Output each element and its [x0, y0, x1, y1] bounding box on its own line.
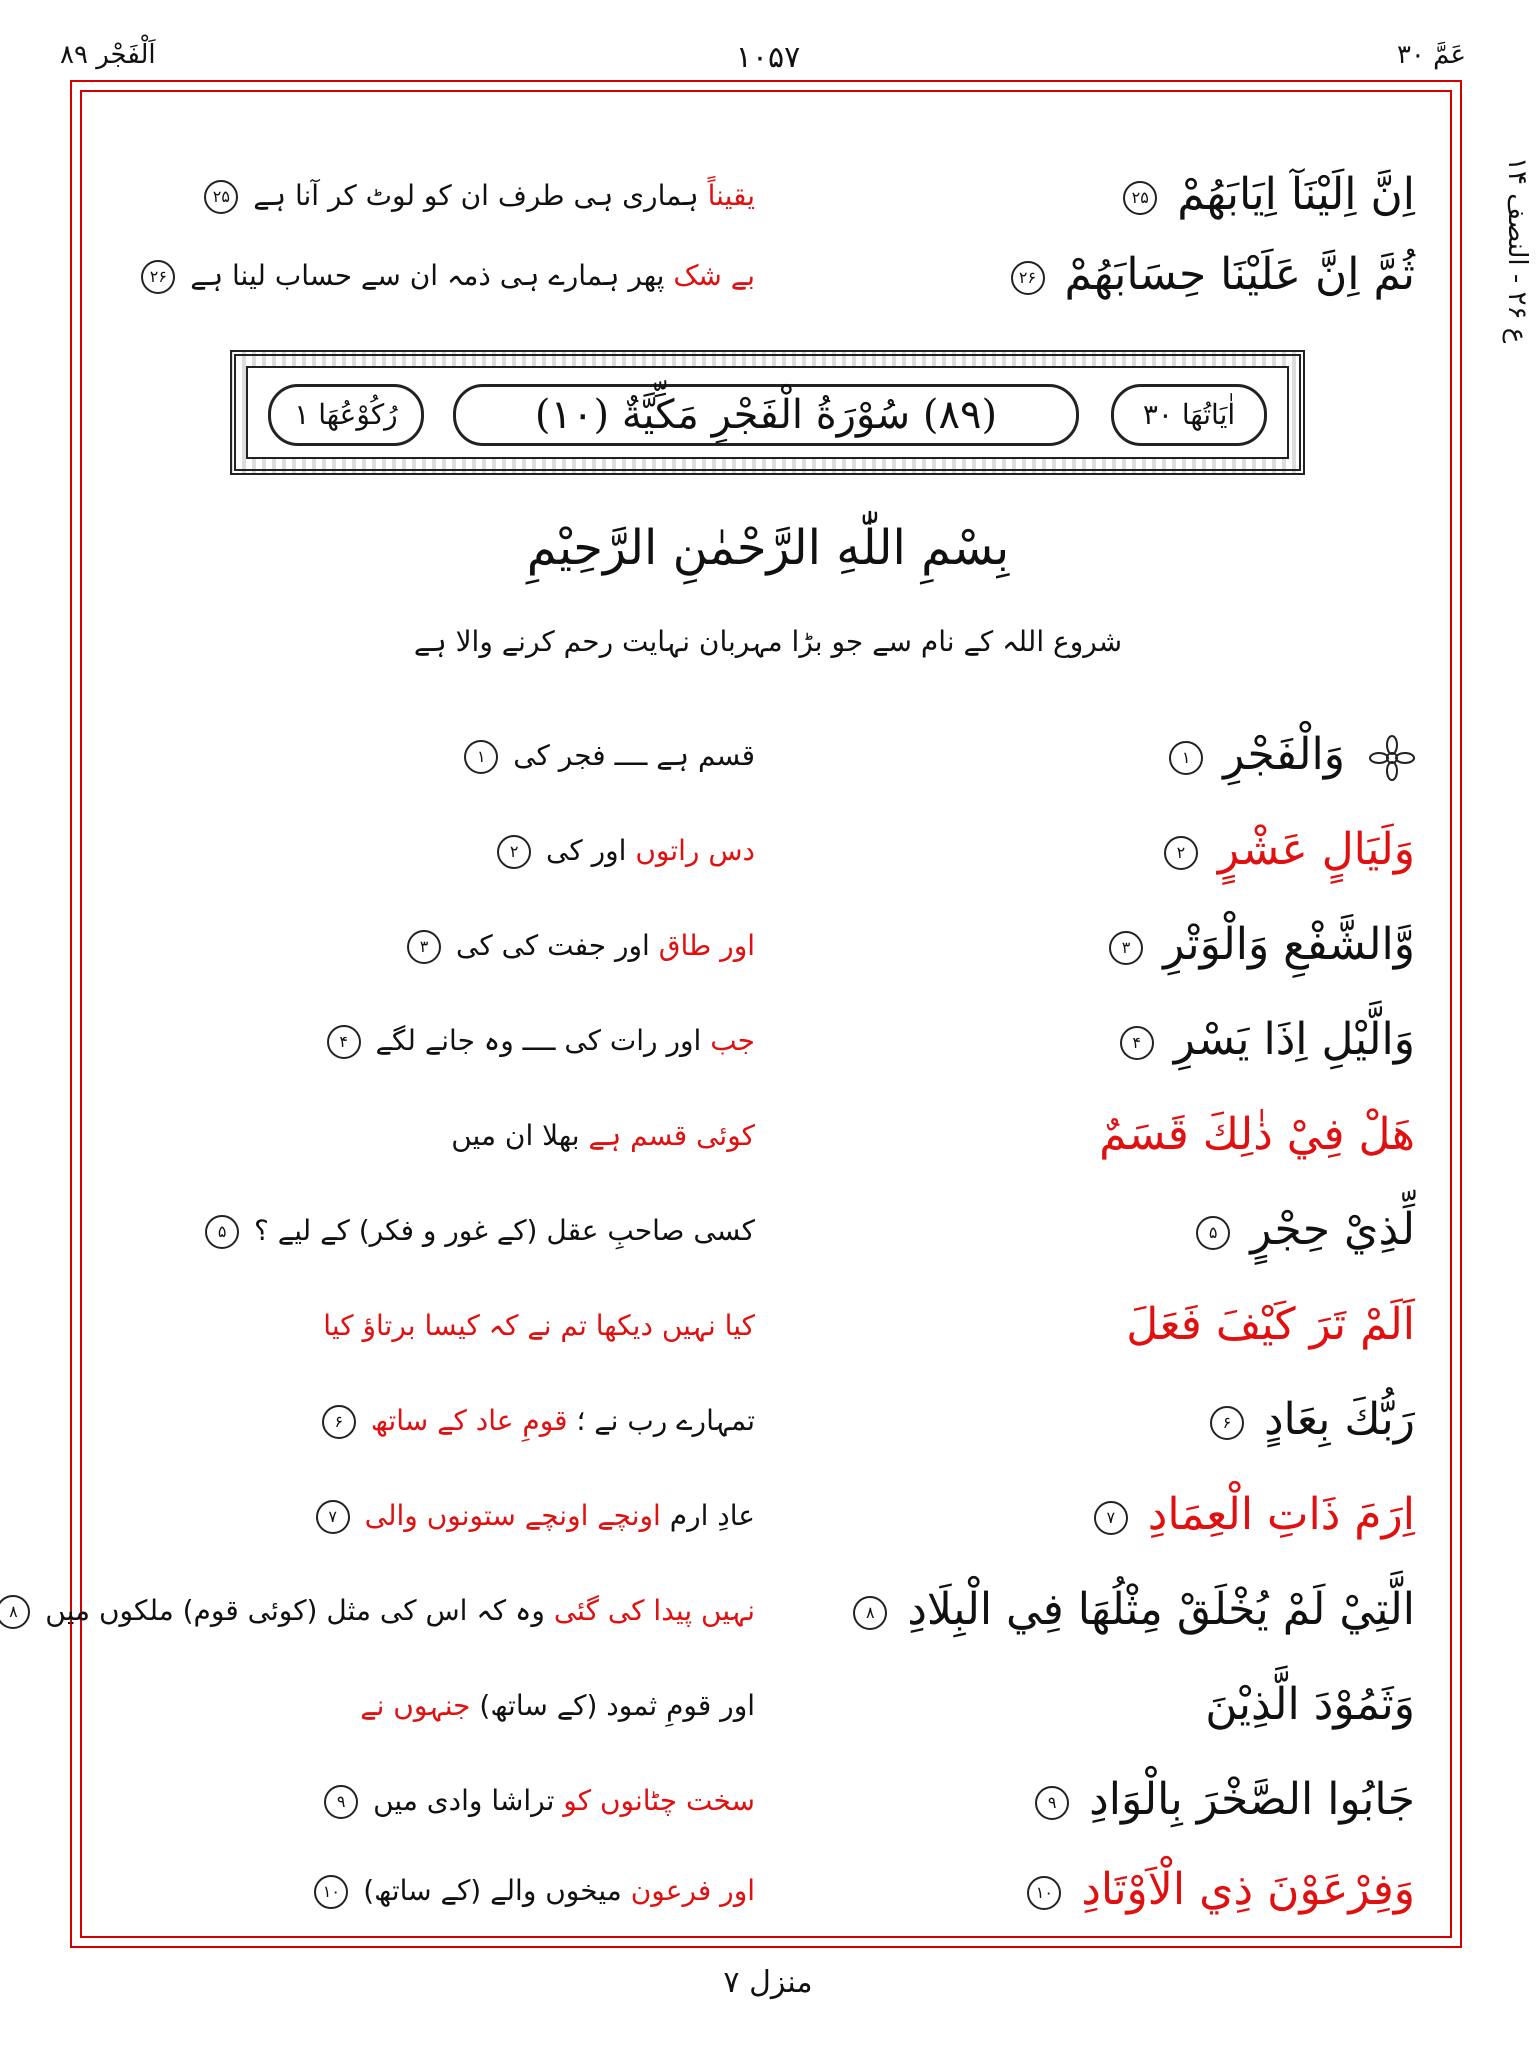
verse-row — [95, 1670, 1435, 1740]
verse-number: ۴ — [1120, 1026, 1154, 1060]
arabic-verse: وَالْفَجْرِ ۱ — [775, 720, 1415, 790]
verse-number: ۲ — [1164, 836, 1198, 870]
urdu-translation: کسی صاحبِ عقل (کے غور و فکر) کے لیے ؟ ۵ — [115, 1203, 755, 1259]
surah-title-cartouche: (۸۹) سُوْرَةُ الْفَجْرِ مَكِّيَّةٌ (۱۰) — [453, 384, 1079, 446]
verse-row — [95, 1100, 1435, 1170]
arabic-verse: وَّالشَّفْعِ وَالْوَتْرِ ۳ — [775, 910, 1415, 980]
header-juz-name: عَمَّ ۳۰ — [1396, 40, 1466, 70]
verse-row — [95, 240, 1435, 310]
arabic-verse: وَلَيَالٍ عَشْرٍ ۲ — [775, 815, 1415, 885]
verse-row — [95, 1005, 1435, 1075]
arabic-verse: ثُمَّ اِنَّ عَلَيْنَا حِسَابَهُمْ ۲۶ — [775, 240, 1415, 310]
verse-row — [95, 160, 1435, 230]
verse-number: ۲۶ — [1011, 261, 1045, 295]
urdu-translation: کوئی قسم ہے بھلا ان میں — [451, 1119, 755, 1152]
urdu-translation: عادِ ارم اونچے اونچے ستونوں والی ۷ — [115, 1488, 755, 1544]
verse-row — [95, 1195, 1435, 1265]
urdu-translation: نہیں پیدا کی گئی وہ کہ اس کی مثل (کوئی قوم) ملکوں میں ۸ — [115, 1583, 755, 1639]
flower-ornament-icon — [1369, 735, 1415, 781]
bismillah-translation: شروع اللہ کے نام سے جو بڑا مہربان نہایت رحم کرنے والا ہے — [413, 625, 1123, 658]
urdu-translation: قسم ہے ــــ فجر کی ۱ — [115, 728, 755, 784]
verse-number: ۱۰ — [1027, 1876, 1061, 1910]
page-number: ۱۰۵۷ — [735, 40, 801, 75]
verse-number: ۱ — [1169, 741, 1203, 775]
verse-number: ۲۵ — [1123, 181, 1157, 215]
arabic-verse: هَلْ فِيْ ذٰلِكَ قَسَمٌ — [1099, 1109, 1415, 1160]
side-ruku-label: ۱۴ ع ۲۶ - النصف — [1502, 156, 1532, 344]
manzil-footer: منزل ۷ — [723, 1965, 813, 2000]
banner-inner — [246, 366, 1289, 459]
arabic-verse: لِّذِيْ حِجْرٍ ۵ — [775, 1195, 1415, 1265]
arabic-verse: وَفِرْعَوْنَ ذِي الْاَوْتَادِ ۱۰ — [775, 1855, 1415, 1925]
verse-number: ۷ — [1094, 1501, 1128, 1535]
urdu-translation: یقیناً ہماری ہی طرف ان کو لوٹ کر آنا ہے ۲۵ — [115, 168, 755, 224]
arabic-verse: الَّتِيْ لَمْ يُخْلَقْ مِثْلُهَا فِي الْبِلَادِ ۸ — [775, 1575, 1415, 1645]
verse-row — [95, 1480, 1435, 1550]
verse-number: ۸ — [853, 1596, 887, 1630]
bismillah: بِسْمِ اللّٰهِ الرَّحْمٰنِ الرَّحِيْمِ — [526, 520, 1010, 576]
verse-row — [95, 910, 1435, 980]
verse-row — [9, 1575, 1435, 1645]
urdu-translation: تمہارے رب نے ؛ قومِ عاد کے ساتھ ۶ — [115, 1393, 755, 1449]
verse-row — [95, 815, 1435, 885]
verse-number: ۳ — [1109, 931, 1143, 965]
verse-number: ۵ — [1196, 1216, 1230, 1250]
ruku-count-cartouche: رُكُوْعُهَا ۱ — [268, 384, 424, 446]
arabic-verse: اِنَّ اِلَيْنَآ اِيَابَهُمْ ۲۵ — [775, 160, 1415, 230]
header-surah-name: اَلْفَجْر ۸۹ — [60, 40, 156, 70]
urdu-translation: اور فرعون میخوں والے (کے ساتھ) ۱۰ — [115, 1863, 755, 1919]
arabic-verse: جَابُوا الصَّخْرَ بِالْوَادِ ۹ — [775, 1765, 1415, 1835]
urdu-translation: سخت چٹانوں کو تراشا وادی میں ۹ — [115, 1773, 755, 1829]
verse-row — [95, 1385, 1435, 1455]
arabic-verse: وَثَمُوْدَ الَّذِيْنَ — [1205, 1679, 1415, 1730]
arabic-verse: وَالَّيْلِ اِذَا يَسْرِ ۴ — [775, 1005, 1415, 1075]
urdu-translation: بے شک پھر ہمارے ہی ذمہ ان سے حساب لینا ہے ۲۶ — [115, 248, 755, 304]
verse-row — [95, 1855, 1435, 1925]
ayat-count-cartouche: اٰيَاتُهَا ۳۰ — [1111, 384, 1267, 446]
verse-row — [95, 1765, 1435, 1835]
surah-banner — [230, 350, 1305, 475]
arabic-verse: اَلَمْ تَرَ كَيْفَ فَعَلَ — [1126, 1299, 1415, 1350]
verse-number: ۹ — [1035, 1786, 1069, 1820]
arabic-verse: رَبُّكَ بِعَادٍ ۶ — [775, 1385, 1415, 1455]
urdu-translation: اور طاق اور جفت کی کی ۳ — [115, 918, 755, 974]
urdu-translation: جب اور رات کی ــــ وہ جانے لگے ۴ — [115, 1013, 755, 1069]
verse-row — [95, 1290, 1435, 1360]
urdu-translation: دس راتوں اور کی ۲ — [115, 823, 755, 879]
arabic-verse: اِرَمَ ذَاتِ الْعِمَادِ ۷ — [775, 1480, 1415, 1550]
verse-number: ۶ — [1210, 1406, 1244, 1440]
urdu-translation: کیا نہیں دیکھا تم نے کہ کیسا برتاؤ کیا — [323, 1309, 755, 1342]
verse-row — [95, 720, 1435, 790]
urdu-translation: اور قومِ ثمود (کے ساتھ) جنہوں نے — [360, 1689, 755, 1722]
